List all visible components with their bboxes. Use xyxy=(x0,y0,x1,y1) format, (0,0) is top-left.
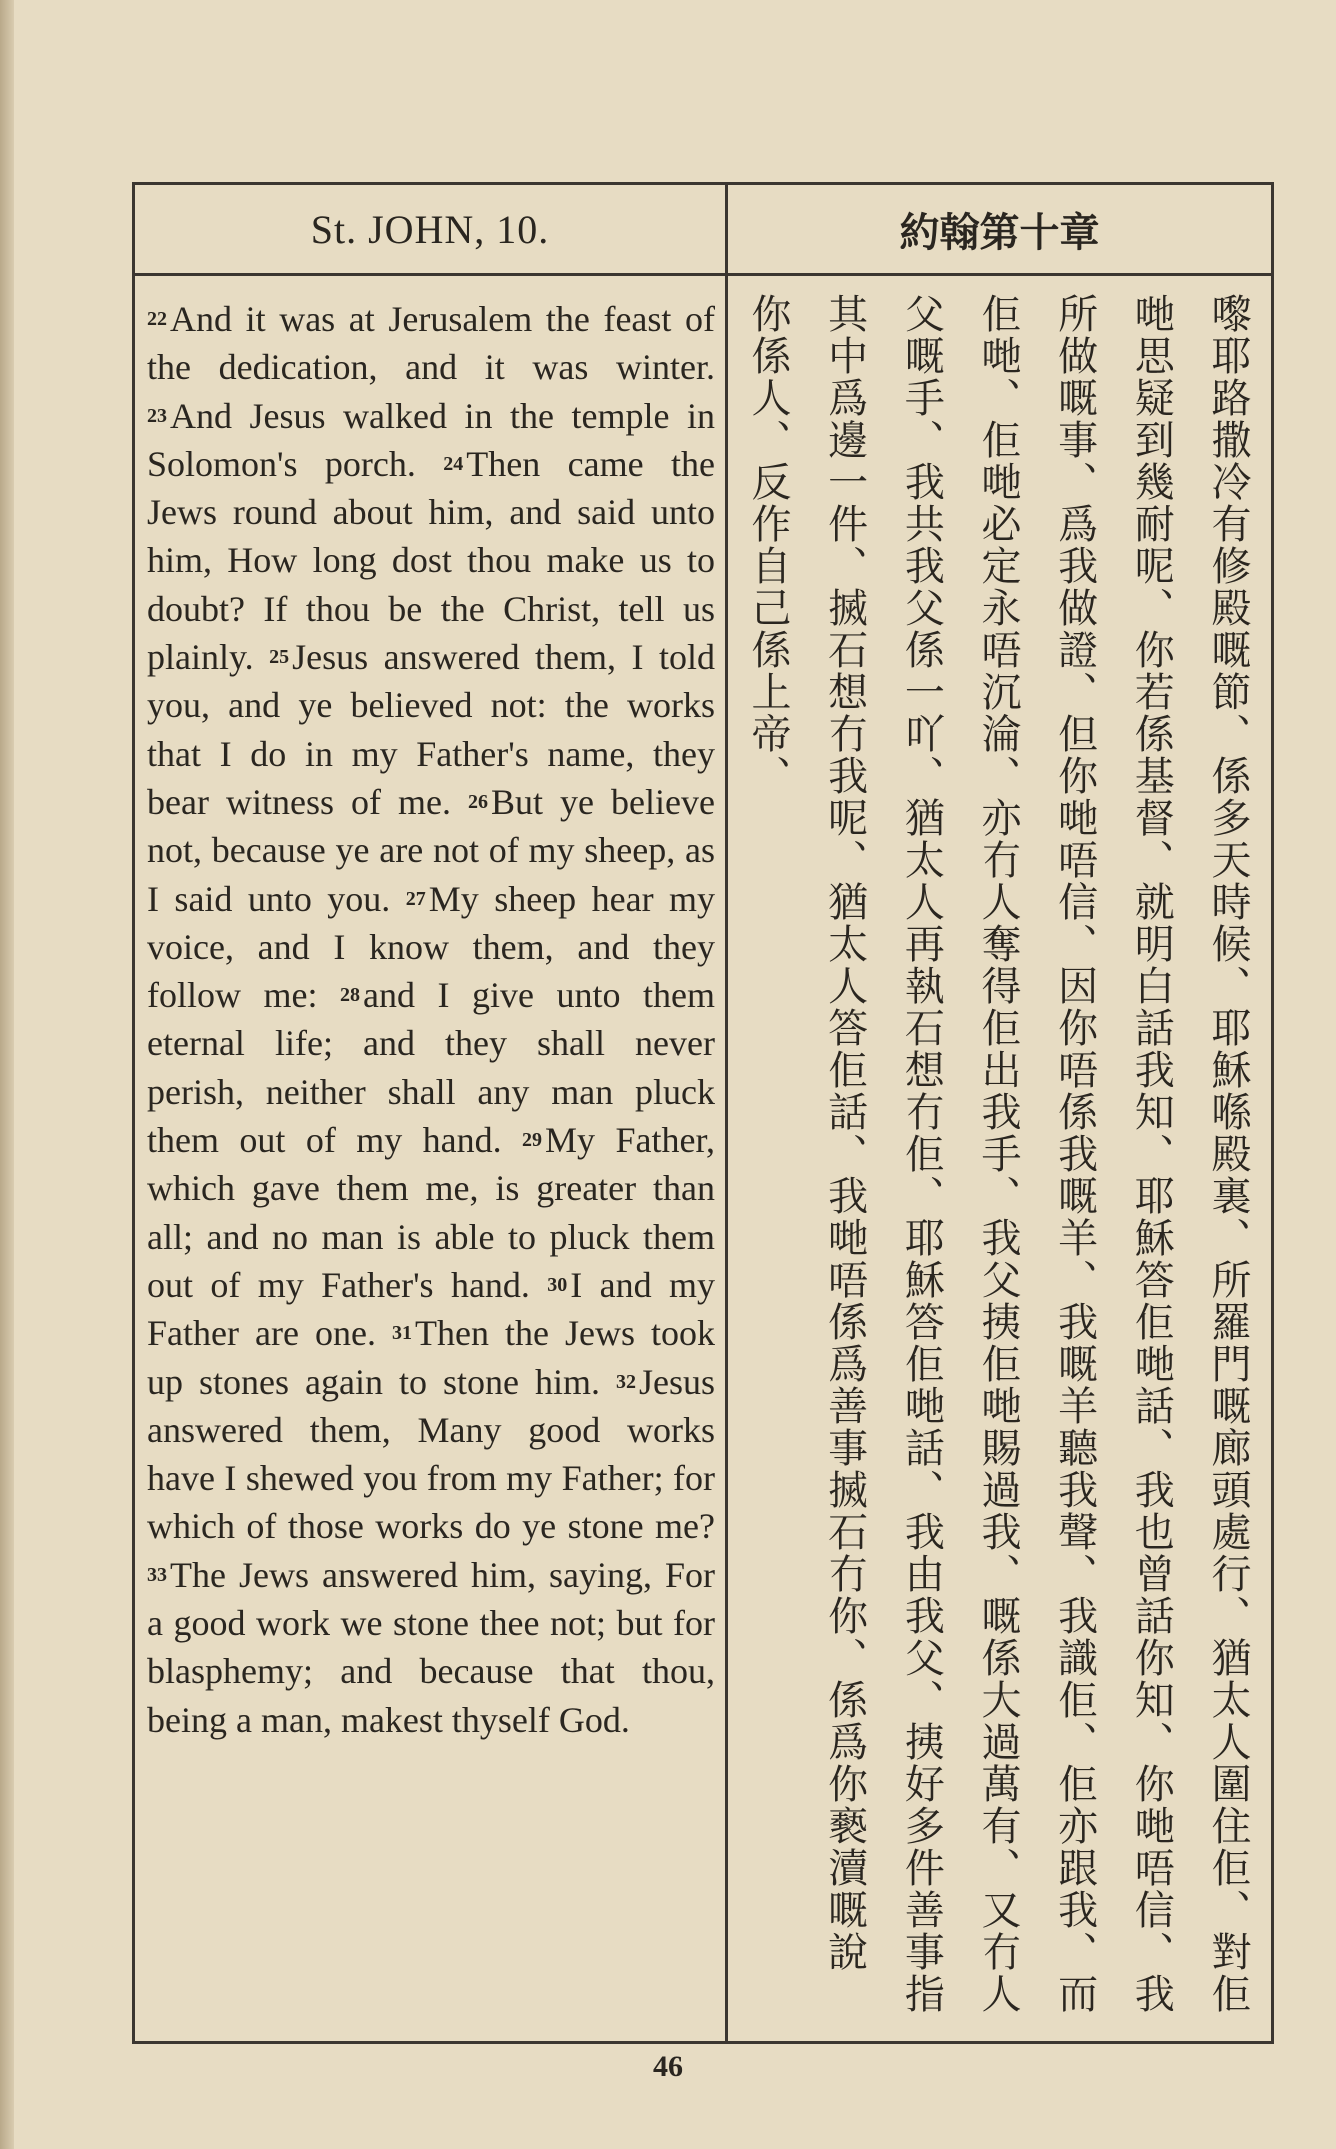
verse-number: 29 xyxy=(522,1129,543,1152)
page-frame xyxy=(132,182,1274,2044)
verse-number: 22 xyxy=(147,308,167,330)
english-text-column xyxy=(147,295,715,1744)
verse-text: and I give unto them eternal life; and they shall never perish, neither shall any man pluck them out of my hand. xyxy=(147,975,715,1161)
verse-text: Jesus answered them, I told you, and ye believed not: the works that I do in my Father's name, they bear witness of me. xyxy=(147,637,715,822)
chinese-line: 其中爲邊一件、搣石想冇我呢、猶太人答佢話、我哋唔係爲善事搣石冇你、係爲你褻瀆嘅說 xyxy=(821,293,868,1973)
page-header xyxy=(135,185,1271,276)
chinese-line: 所做嘅事、爲我做證、但你哋唔信、因你唔係我嘅羊、我嘅羊聽我聲、我識佢、佢亦跟我、而 xyxy=(1051,293,1098,2015)
column-divider xyxy=(725,185,728,2041)
verse xyxy=(147,299,715,387)
chinese-line: 佢哋、佢哋必定永唔沉淪、亦冇人奪得佢出我手、我父挗佢哋賜過我、嘅係大過萬有、又冇人 xyxy=(974,293,1021,2015)
verse-number: 25 xyxy=(269,646,290,669)
chinese-text-column xyxy=(738,293,1258,2023)
verse-number: 30 xyxy=(547,1273,568,1296)
chinese-title: 約翰第十章 xyxy=(899,209,1100,256)
verse-text: Then the Jews took up stones again to stone him. xyxy=(147,1313,715,1402)
verse-text: But ye believe not, because ye are not of my sheep, as I said unto you. xyxy=(147,781,715,919)
verse-number: 26 xyxy=(468,790,489,813)
verse-number: 33 xyxy=(147,1563,167,1586)
english-title: St. JOHN, 10. xyxy=(310,206,550,252)
verse-number: 23 xyxy=(147,404,167,427)
chinese-line: 哋思疑到幾耐呢、你若係基督、就明白話我知、耶穌答佢哋話、我也曾話你知、你哋唔信、我 xyxy=(1128,293,1175,2015)
verse-number: 24 xyxy=(443,452,464,475)
verse-number: 32 xyxy=(615,1370,636,1393)
verse-text: Then came the Jews round about him, and said unto him, How long dost thou make us to doubt? If thou be the Christ, tell us plainly. xyxy=(147,443,715,678)
verse-text: The Jews answered him, saying, For a good work we stone thee not; but for blasphemy; and because that thou, being a man, makest thyself God. xyxy=(147,1554,715,1740)
chinese-line: 嚟耶路撒冷有修殿嘅節、係多天時候、耶穌喺殿裏、所羅門嘅廊頭處行、猶太人圍住佢、對佢 xyxy=(1204,293,1251,2015)
verse-text: I and my Father are one. xyxy=(147,1264,716,1354)
page-number: 46 xyxy=(653,2050,683,2083)
verse-number: 27 xyxy=(405,887,426,910)
verse-text: Jesus answered them, Many good works have I shewed you from my Father; for which of those works do ye stone me? xyxy=(147,1361,715,1547)
chinese-line: 父嘅手、我共我父係一吖、猶太人再執石想冇佢、耶穌答佢哋話、我由我父、挗好多件善事指 xyxy=(898,293,945,2015)
verse-text: And it was at Jerusalem the feast of the dedication, and it was winter. xyxy=(147,299,715,388)
verse-text: My sheep hear my voice, and I know them, and they follow me: xyxy=(147,878,715,1016)
verse-text: My Father, which gave them me, is greater than all; and no man is able to pluck them out of my Father's hand. xyxy=(147,1120,716,1305)
verse-number: 28 xyxy=(340,984,360,1007)
verse xyxy=(147,1555,715,1740)
verse-number: 31 xyxy=(391,1322,412,1345)
verse-text: And Jesus walked in the temple in Solomon's porch. xyxy=(147,395,715,484)
chinese-line: 你係人、反作自己係上帝、 xyxy=(745,293,791,797)
page-edge xyxy=(0,0,14,2149)
